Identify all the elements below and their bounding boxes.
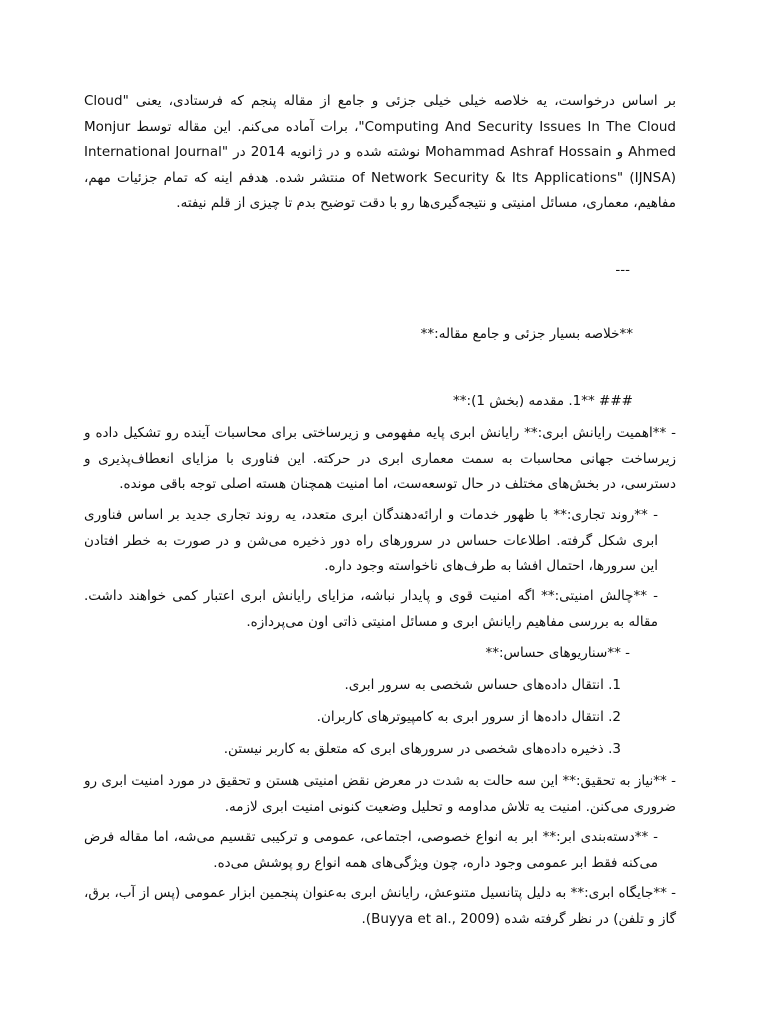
- bullet-business-trend: - **روند تجاری:** با ظهور خدمات و ارائه‌دهندگان ابری متعدد، یه روند تجاری جدید بر اساس فناوری ابری شکل گرفته. اطلاعات حساس در سرورهای راه دور ذخیره می‌شن و در صورت به خطر افتادن این سرورها، احتمال افشا به طرف‌های ناخواسته وجود داره.: [84, 507, 658, 574]
- bullet-research-need: - **نیاز به تحقیق:** این سه حالت به شدت در معرض نقض امنیتی هستن و تحقیق در مورد امنیت ابری رو ضروری می‌کنن. امنیت یه تلاش مداومه و تحلیل وضعیت کنونی امنیت ابری لازمه.: [84, 773, 676, 815]
- bullet-cloud-position: - **جایگاه ابری:** به دلیل پتانسیل متنوعش، رایانش ابری به‌عنوان پنجمین ابزار عمومی (پس از آب، برق، گاز و تلفن) در نظر گرفته شده (Buyya et al., 2009).: [84, 885, 676, 927]
- summary-heading: **خلاصه بسیار جزئی و جامع مقاله:**: [420, 326, 633, 342]
- bullet-sensitive-scenarios: - **سناریوهای حساس:**: [485, 645, 630, 661]
- intro-paragraph: بر اساس درخواست، یه خلاصه خیلی خیلی جزئی و جامع از مقاله پنجم که فرستادی، یعنی "Cloud Computing And Security Issues In The Cloud"، برات آماده می‌کنم. این مقاله توسط Monjur Ahmed و Mohammad Ashraf Hossain نوشته شده و در ژانویه 2014 در "International Journal of Network Security & Its Applications" (IJNSA) منتشر شده. هدفم اینه که تمام جزئیات مهم، مفاهیم، معماری، مسائل امنیتی و نتیجه‌گیری‌ها رو با دقت توضیح بدم تا چیزی از قلم نیفته.: [84, 93, 677, 211]
- scenario-item: 1. انتقال داده‌های حساس شخصی به سرور ابری.: [344, 677, 621, 693]
- bullet-cloud-classification: - **دسته‌بندی ابر:** ابر به انواع خصوصی، اجتماعی، عمومی و ترکیبی تقسیم می‌شه، اما مقاله فرض می‌کنه فقط ابر عمومی وجود داره، چون ویژگی‌های همه انواع رو پوشش می‌ده.: [84, 829, 658, 871]
- separator: ---: [615, 262, 630, 278]
- section-heading: ### **1. مقدمه (بخش 1):**: [453, 393, 633, 409]
- bullet-importance: - **اهمیت رایانش ابری:** رایانش ابری پایه مفهومی و زیرساختی برای محاسبات آینده رو تشکیل داده و زیرساخت جهانی محاسبات به سمت معماری ابری در حرکته. این فناوری با مزایای انعطاف‌پذیری و دسترسی، در بخش‌های مختلف در حال توسعه‌ست، اما امنیت همچنان هسته اصلی توجه باقی مونده.: [84, 425, 676, 492]
- scenario-item: 2. انتقال داده‌ها از سرور ابری به کامپیوترهای کاربران.: [316, 709, 621, 725]
- bullet-security-challenge: - **چالش امنیتی:** اگه امنیت قوی و پایدار نباشه، مزایای رایانش ابری اعتبار کمی خواهند داشت. مقاله به بررسی مفاهیم رایانش ابری و مسائل امنیتی ذاتی اون می‌پردازه.: [84, 588, 658, 630]
- scenario-item: 3. ذخیره داده‌های شخصی در سرورهای ابری که متعلق به کاربر نیستن.: [223, 741, 621, 757]
